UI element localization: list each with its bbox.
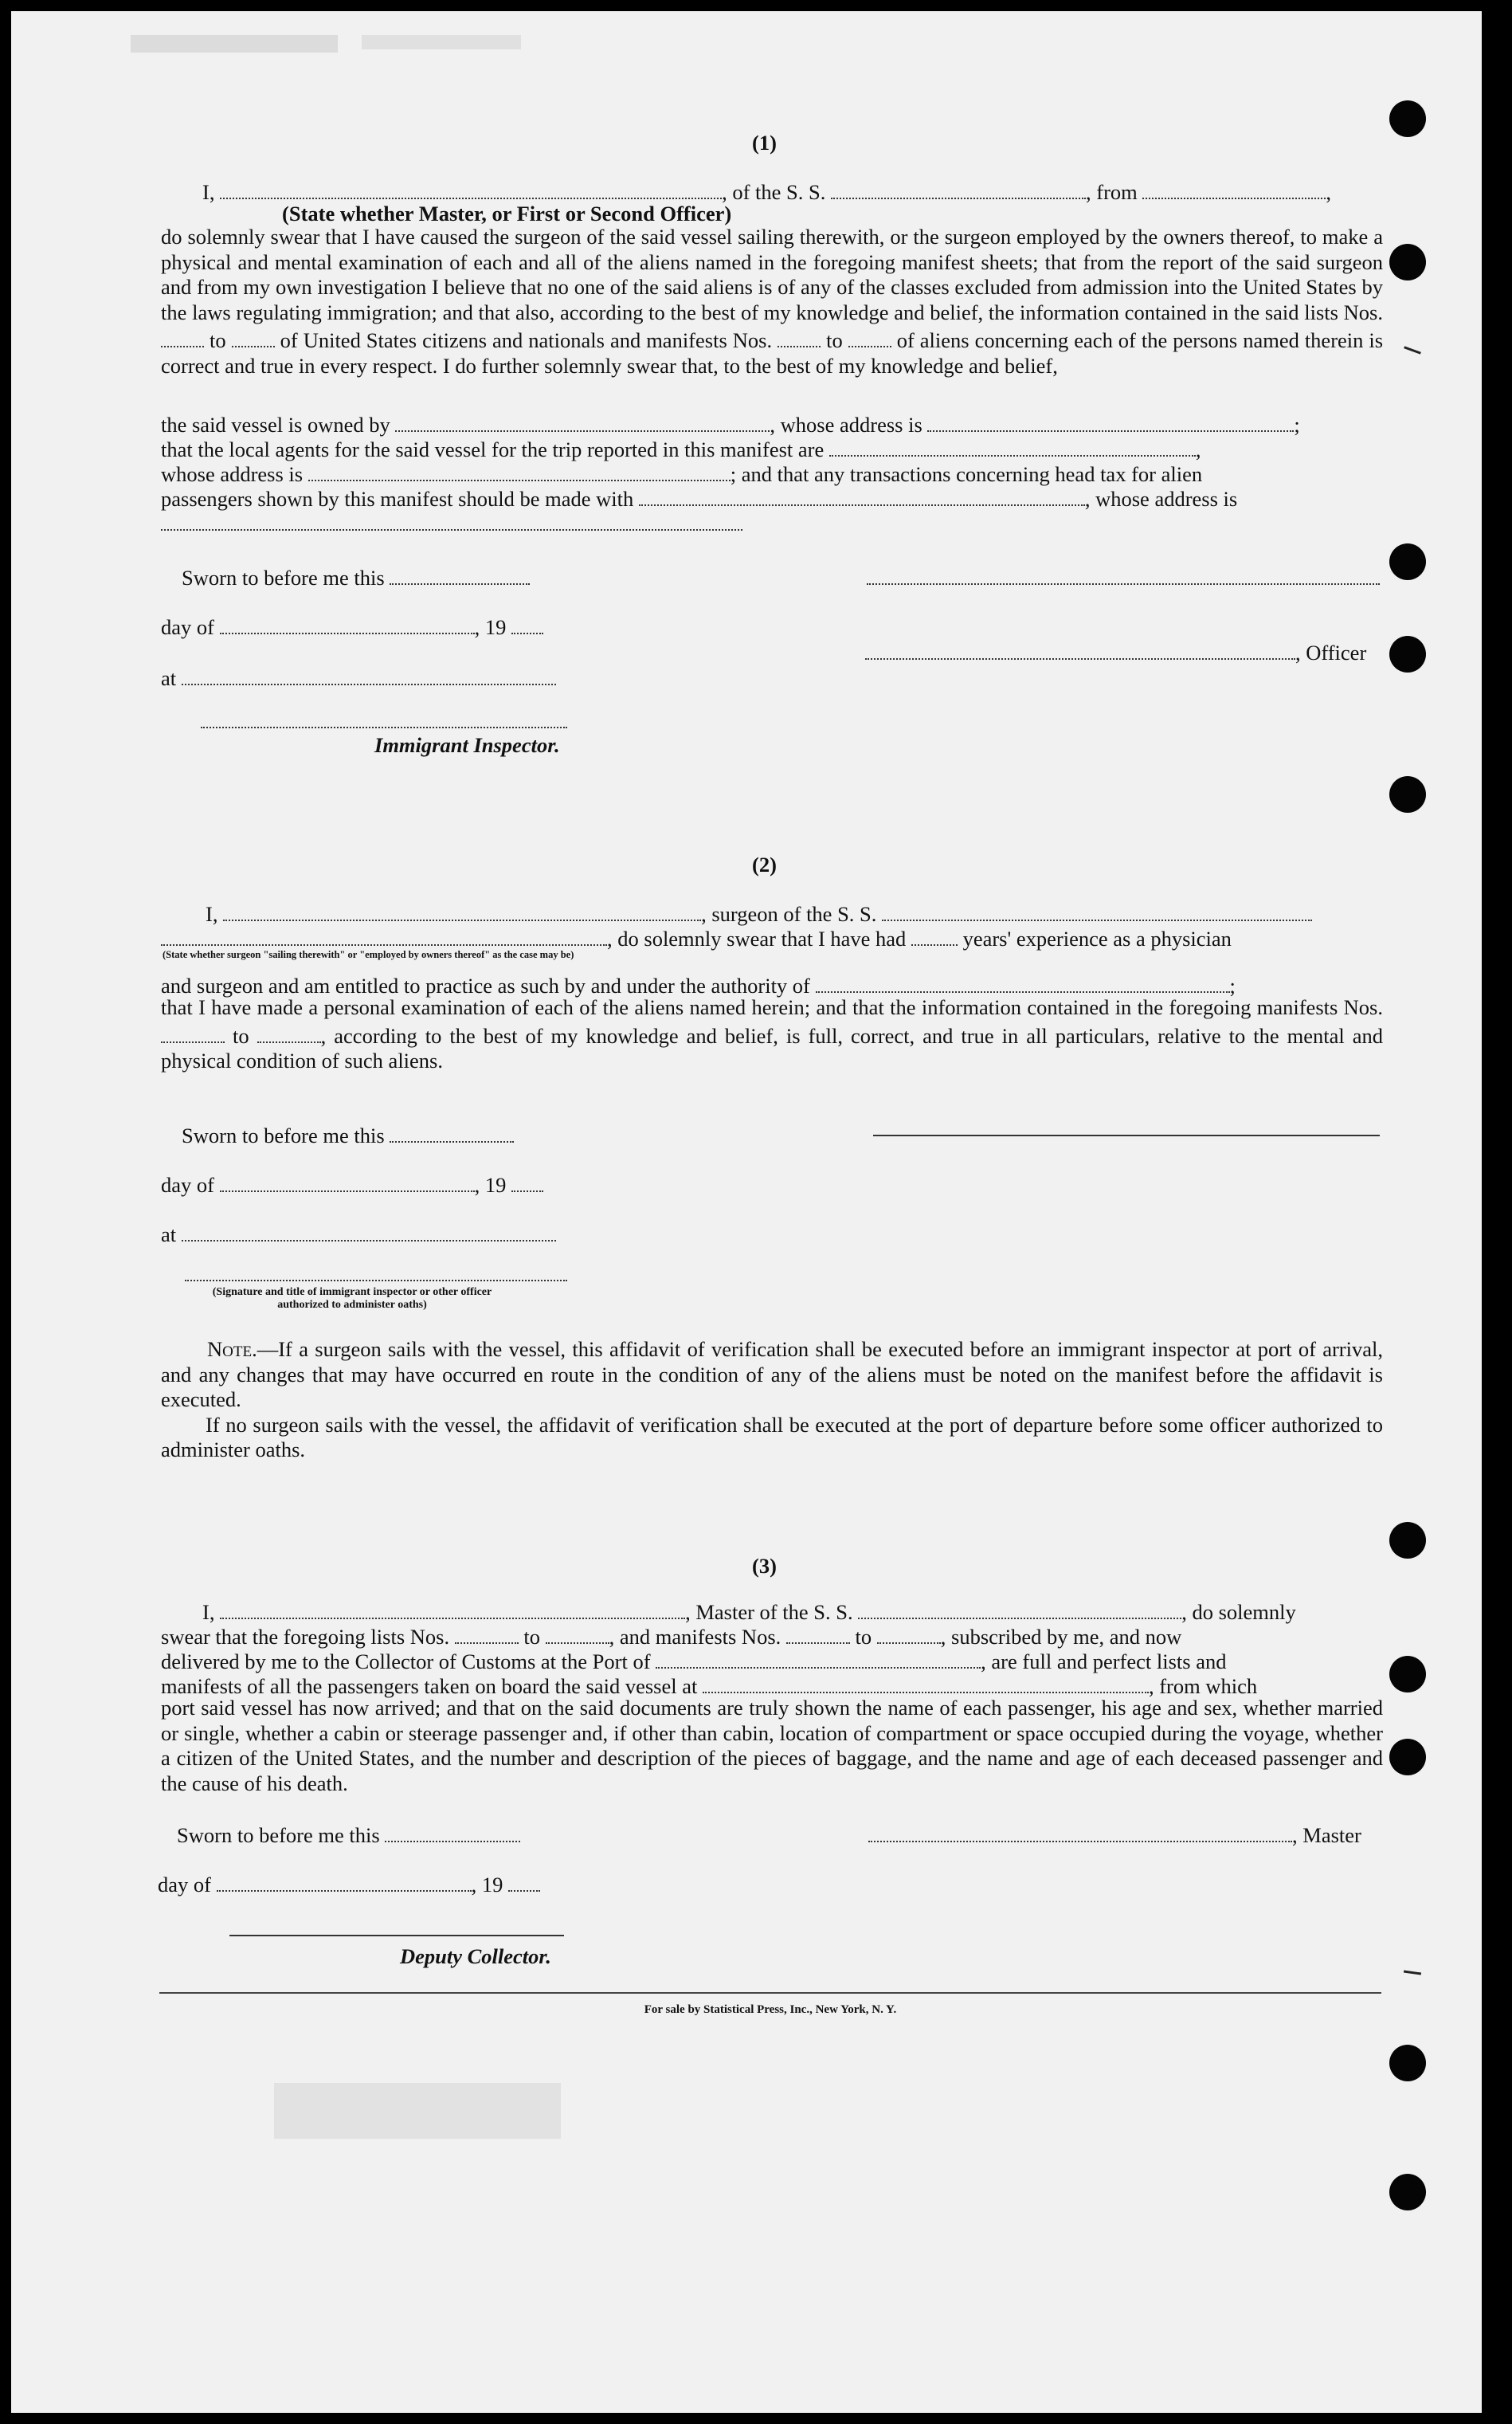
manifests-of-label: manifests of all the passengers taken on board the said vessel at — [161, 1674, 698, 1698]
years-label: years' experience as a physician — [962, 927, 1232, 951]
form-page — [11, 11, 1482, 2413]
subscribed-label: , subscribed by me, and now — [940, 1625, 1182, 1649]
oath-text-b: of United States citizens and nationals and manifests Nos. — [280, 328, 773, 352]
day-field[interactable] — [220, 1170, 475, 1192]
punch-hole — [1389, 100, 1426, 137]
master-name-field[interactable] — [220, 1597, 685, 1619]
punch-hole — [1389, 636, 1426, 673]
at-label: at — [161, 1222, 177, 1246]
year-label: , 19 — [474, 615, 507, 639]
margin-tick — [1404, 1970, 1421, 1975]
section3-line4 — [161, 1671, 1257, 1699]
do-solemnly-label: , do solemnly — [1181, 1600, 1296, 1624]
surgeon-status-field[interactable] — [161, 924, 607, 946]
to-label: to — [210, 328, 226, 352]
local-agents-field[interactable] — [829, 434, 1196, 457]
delivered-label: delivered by me to the Collector of Customs at the Port of — [161, 1649, 651, 1673]
address-line — [161, 529, 742, 531]
bleed-through-mark — [362, 35, 521, 49]
surgeon-signature-line — [873, 1135, 1380, 1136]
punch-hole — [1389, 244, 1426, 280]
bleed-through-mark — [131, 35, 338, 53]
collector-line — [229, 1935, 564, 1936]
sworn-row-3 — [177, 1820, 520, 1848]
agent-address-row — [161, 459, 1202, 487]
whose-address-label: , whose address is — [770, 413, 922, 437]
sworn-row-2 — [182, 1120, 514, 1148]
at-row-2 — [161, 1219, 556, 1247]
sworn-label: Sworn to before me this — [182, 1124, 385, 1147]
punch-hole — [1389, 2045, 1426, 2081]
comma: , — [1195, 437, 1201, 461]
punch-hole — [1389, 776, 1426, 813]
local-agents-row — [161, 434, 1201, 462]
at-label: at — [161, 666, 177, 690]
year-field[interactable] — [511, 612, 543, 634]
lists-from-field[interactable] — [455, 1622, 519, 1644]
signature-line — [867, 583, 1380, 585]
manifests-to-field[interactable] — [848, 325, 891, 347]
section2-line1 — [206, 899, 1312, 927]
section1-body — [161, 225, 1383, 379]
master-of-label: , Master of the S. S. — [685, 1600, 853, 1624]
note-label: Note. — [207, 1337, 257, 1361]
i-prefix: I, — [206, 902, 218, 926]
officer-label: , Officer — [1295, 641, 1367, 665]
master-ship-field[interactable] — [858, 1597, 1181, 1619]
sworn-date-field[interactable] — [390, 1120, 514, 1143]
surgeon-oath-text: that I have made a personal examination of each of the aliens named herein; and that the information contained in the foregoing manifests Nos. — [161, 995, 1383, 1019]
year-field[interactable] — [511, 1170, 543, 1192]
to-label: to — [826, 328, 843, 352]
punch-hole — [1389, 543, 1426, 580]
inspector-label: Immigrant Inspector. — [374, 733, 560, 757]
i-prefix: I, — [202, 1600, 215, 1624]
note-text: —If a surgeon sails with the vessel, this affidavit of verification shall be executed before an immigrant inspector at port of arrival, and any changes that may have occurred en route in the condition of any of the aliens must be noted on the manifest before the affidavit is executed. — [161, 1337, 1383, 1411]
to-label: to — [855, 1625, 872, 1649]
margin-tick — [1404, 346, 1421, 354]
officer-signature-field[interactable] — [865, 637, 1295, 660]
surgeon-of-label: , surgeon of the S. S. — [701, 902, 877, 926]
owned-by-row — [161, 410, 1300, 437]
year-label: , 19 — [474, 1173, 507, 1197]
bleed-through-mark — [274, 2083, 561, 2139]
manifests-from-field[interactable] — [161, 1021, 225, 1043]
to-label: to — [523, 1625, 540, 1649]
and-manifests-label: , and manifests Nos. — [609, 1625, 781, 1649]
collector-label: Deputy Collector. — [400, 1944, 551, 1968]
full-perfect-label: , are full and perfect lists and — [981, 1649, 1227, 1673]
day-row-1 — [161, 612, 543, 640]
year-label: , 19 — [471, 1873, 503, 1896]
boarding-port-field[interactable] — [703, 1671, 1149, 1693]
section1-heading: (1) — [752, 131, 777, 155]
note-text-2: If no surgeon sails with the vessel, the affidavit of verification shall be executed at the port of departure before some officer authorized to administer oaths. — [161, 1412, 1383, 1461]
years-field[interactable] — [911, 924, 958, 946]
authority-label: and surgeon and am entitled to practice as such by and under the authority of — [161, 974, 810, 998]
footer-text: For sale by Statistical Press, Inc., New York, N. Y. — [644, 2003, 897, 2016]
master-sign-row — [868, 1820, 1361, 1848]
section3-heading: (3) — [752, 1554, 777, 1578]
surgeon-oath-end: , according to the best of my knowledge and belief, is full, correct, and true in all particulars, relative to the mental and physical condition of such aliens. — [161, 1023, 1384, 1073]
sworn-row-1 — [182, 563, 530, 590]
passengers-label: passengers shown by this manifest should be made with — [161, 487, 634, 511]
officer-note: (State whether Master, or First or Second Officer) — [282, 202, 732, 226]
section3-line3 — [161, 1646, 1226, 1674]
punch-hole — [1389, 1739, 1426, 1775]
officer-name-field[interactable] — [220, 177, 722, 199]
head-tax-label: ; and that any transactions concerning head tax for alien — [730, 462, 1203, 486]
master-signature-field[interactable] — [868, 1820, 1292, 1842]
manifests-to-field[interactable] — [877, 1622, 941, 1644]
lists-to-field[interactable] — [232, 325, 275, 347]
master-oath-text: port said vessel has now arrived; and that on the said documents are truly shown the name of each passenger, his age and sex, whether married or single, whether a cabin or steerage passenger and, if other than cabin, location of compartment or space occupied during the voyage, whether a citizen of the United States, and the number and description of the pieces of baggage, and the name and age of each deceased passenger and the cause of his death. — [161, 1696, 1383, 1795]
day-row-3 — [158, 1869, 540, 1897]
section2-line2 — [161, 924, 1232, 951]
section1-line1 — [202, 177, 1331, 205]
owner-field[interactable] — [395, 410, 770, 432]
manifests-from-field[interactable] — [786, 1622, 850, 1644]
from-label: , from — [1086, 180, 1138, 204]
day-row-2 — [161, 1170, 543, 1198]
sworn-label: Sworn to before me this — [182, 566, 385, 590]
year-field[interactable] — [508, 1869, 540, 1892]
whose-address-label: , whose address is — [1084, 487, 1238, 511]
oath-text: do solemnly swear that I have caused the surgeon of the said vessel sailing therewith, or the surgeon employed by the owners thereof, to make a physical and mental examination of each and all of the aliens named in the foregoing manifest sheets; that from the report of the said surgeon and from my own investigation I believe that no one of the said aliens is of any of the classes excluded from admission into the United States by the laws regulating immigration; and that also, according to the best of my knowledge and belief, the information contained in the said lists Nos. — [161, 225, 1383, 324]
to-label: to — [233, 1023, 249, 1048]
surgeon-name-field[interactable] — [223, 899, 701, 921]
master-label: , Master — [1292, 1823, 1361, 1847]
oath-text-c: of aliens concerning each of the persons named therein is correct and true in every respect. I do further solemnly swear that, to the best of my knowledge and belief, — [161, 328, 1384, 378]
surgeon-note: (State whether surgeon "sailing therewith" or "employed by owners thereof" as the case may be) — [163, 949, 574, 960]
at-row-1 — [161, 663, 556, 691]
sworn-date-field[interactable] — [385, 1820, 520, 1842]
official-signature-line — [185, 1280, 567, 1281]
day-of-label: day of — [161, 615, 214, 639]
section3-body — [161, 1696, 1383, 1796]
agent-address-field[interactable] — [308, 459, 731, 481]
sworn-label: Sworn to before me this — [177, 1823, 380, 1847]
signature-note: (Signature and title of immigrant inspector or other officer authorized to administer oaths) — [212, 1286, 492, 1311]
owner-address-field[interactable] — [927, 410, 1294, 432]
punch-hole — [1389, 1522, 1426, 1559]
whose-address-label: whose address is — [161, 462, 304, 486]
owned-by-label: the said vessel is owned by — [161, 413, 390, 437]
i-prefix: I, — [202, 180, 215, 204]
day-of-label: day of — [161, 1173, 214, 1197]
authority-field[interactable] — [816, 971, 1230, 993]
officer-row — [865, 637, 1366, 665]
of-ss-label: , of the S. S. — [722, 180, 826, 204]
section2-body — [161, 995, 1383, 1074]
at-field[interactable] — [182, 663, 556, 685]
local-agents-label: that the local agents for the said vessel for the trip reported in this manifest are — [161, 437, 825, 461]
section3-line2 — [161, 1622, 1181, 1649]
footer-rule — [159, 1992, 1381, 1994]
port-field[interactable] — [656, 1646, 981, 1669]
ship-name-field[interactable] — [831, 177, 1086, 199]
note-block — [161, 1337, 1383, 1463]
head-tax-contact-field[interactable] — [639, 484, 1085, 506]
swear-lists-label: swear that the foregoing lists Nos. — [161, 1625, 450, 1649]
day-of-label: day of — [158, 1873, 211, 1896]
passengers-row — [161, 484, 1237, 512]
lists-to-field[interactable] — [546, 1622, 609, 1644]
punch-hole — [1389, 1656, 1426, 1692]
day-field[interactable] — [220, 612, 475, 634]
sworn-date-field[interactable] — [390, 563, 530, 585]
semicolon: ; — [1294, 413, 1300, 437]
from-which-label: , from which — [1148, 1674, 1258, 1698]
section3-line1 — [202, 1597, 1296, 1625]
comma: , — [1326, 180, 1332, 204]
swear-label: , do solemnly swear that I have had — [607, 927, 907, 951]
semicolon: ; — [1229, 974, 1236, 998]
manifests-from-field[interactable] — [778, 325, 821, 347]
section2-heading: (2) — [752, 853, 777, 877]
manifests-to-field[interactable] — [257, 1021, 321, 1043]
punch-hole — [1389, 2174, 1426, 2210]
at-field[interactable] — [182, 1219, 556, 1241]
day-field[interactable] — [217, 1869, 472, 1892]
inspector-line — [201, 727, 567, 728]
surgeon-ship-field[interactable] — [882, 899, 1312, 921]
authority-row — [161, 971, 1236, 998]
lists-from-field[interactable] — [161, 325, 204, 347]
from-port-field[interactable] — [1142, 177, 1326, 199]
